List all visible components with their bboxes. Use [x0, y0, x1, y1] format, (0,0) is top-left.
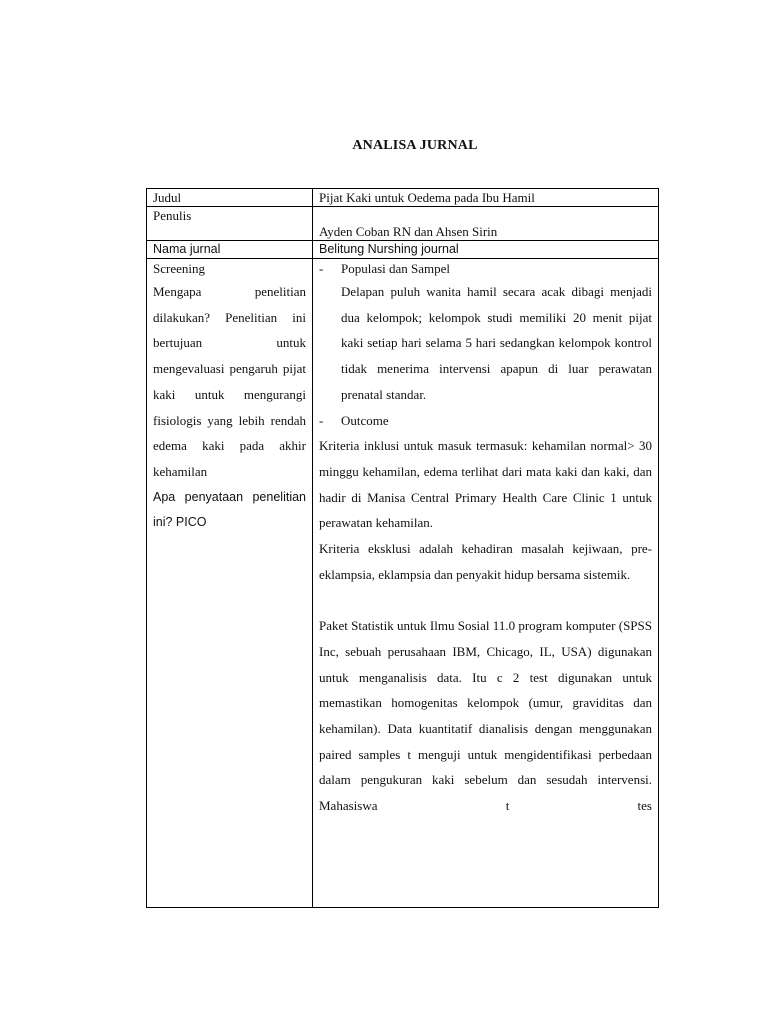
page-title: ANALISA JURNAL — [352, 138, 478, 153]
nama-jurnal-label: Nama jurnal — [147, 241, 313, 259]
journal-analysis-table — [146, 188, 659, 908]
outcome-heading-row — [319, 408, 652, 434]
screening-label: Screening — [153, 261, 205, 276]
judul-value: Pijat Kaki untuk Oedema pada Ibu Hamil — [313, 189, 659, 207]
penulis-value: Ayden Coban RN dan Ahsen Sirin — [319, 224, 498, 239]
bullet-dash: - — [319, 412, 324, 428]
nama-jurnal-value: Belitung Nurshing journal — [313, 241, 659, 259]
statistik-text: Paket Statistik untuk Ilmu Sosial 11.0 program komputer (SPSS Inc, sebuah perusahaan IBM, Chicago, IL, USA) digunakan untuk menganalisis data. Itu c 2 test digunakan untuk memastikan homogenitas kelompok (umur, graviditas dan kehamilan). Data kuantitatif dianalisis dengan menggunakan paired samples t menguji untuk mengidentifikasi perbedaan dalam pengukuran kaki sebelum dan sesudah intervensi. Mahasiswa t tes — [319, 618, 652, 814]
table-row-judul — [147, 189, 659, 207]
penulis-label: Penulis — [147, 207, 313, 241]
table-row-nama-jurnal — [147, 241, 659, 259]
bullet-dash: - — [319, 261, 324, 276]
populasi-text: Delapan puluh wanita hamil secara acak dibagi menjadi dua kelompok; kelompok studi memiliki 20 menit pijat kaki setiap hari selama 5 hari sedangkan kelompok kontrol tidak menerima intervensi apapun di luar perawatan prenatal standar. — [341, 284, 652, 402]
screening-cell — [147, 259, 313, 908]
populasi-heading-row — [319, 259, 652, 279]
eksklusi-text: Kriteria eksklusi adalah kehadiran masalah kejiwaan, pre-eklampsia, eklampsia dan penyakit hidup bersama sistemik. — [319, 541, 652, 582]
penulis-cell — [313, 207, 659, 241]
outcome-heading: Outcome — [341, 412, 389, 428]
table-row-penulis — [147, 207, 659, 241]
screening-question-pico: Apa penyataan penelitian ini? PICO — [153, 489, 306, 530]
pico-cell — [313, 259, 659, 908]
judul-label: Judul — [147, 189, 313, 207]
screening-question-why: Mengapa penelitian dilakukan? Penelitian ini bertujuan untuk mengevaluasi pengaruh pijat kaki untuk mengurangi fisiologis yang lebih rendah edema kaki pada akhir kehamilan — [153, 284, 306, 479]
table-row-screening — [147, 259, 659, 908]
populasi-heading: Populasi dan Sampel — [341, 261, 451, 276]
paragraph-spacer — [319, 587, 652, 613]
inklusi-text: Kriteria inklusi untuk masuk termasuk: kehamilan normal> 30 minggu kehamilan, edema terlihat dari mata kaki dan kaki, dan hadir di Manisa Central Primary Health Care Clinic 1 untuk perawatan kehamilan. — [319, 438, 652, 531]
